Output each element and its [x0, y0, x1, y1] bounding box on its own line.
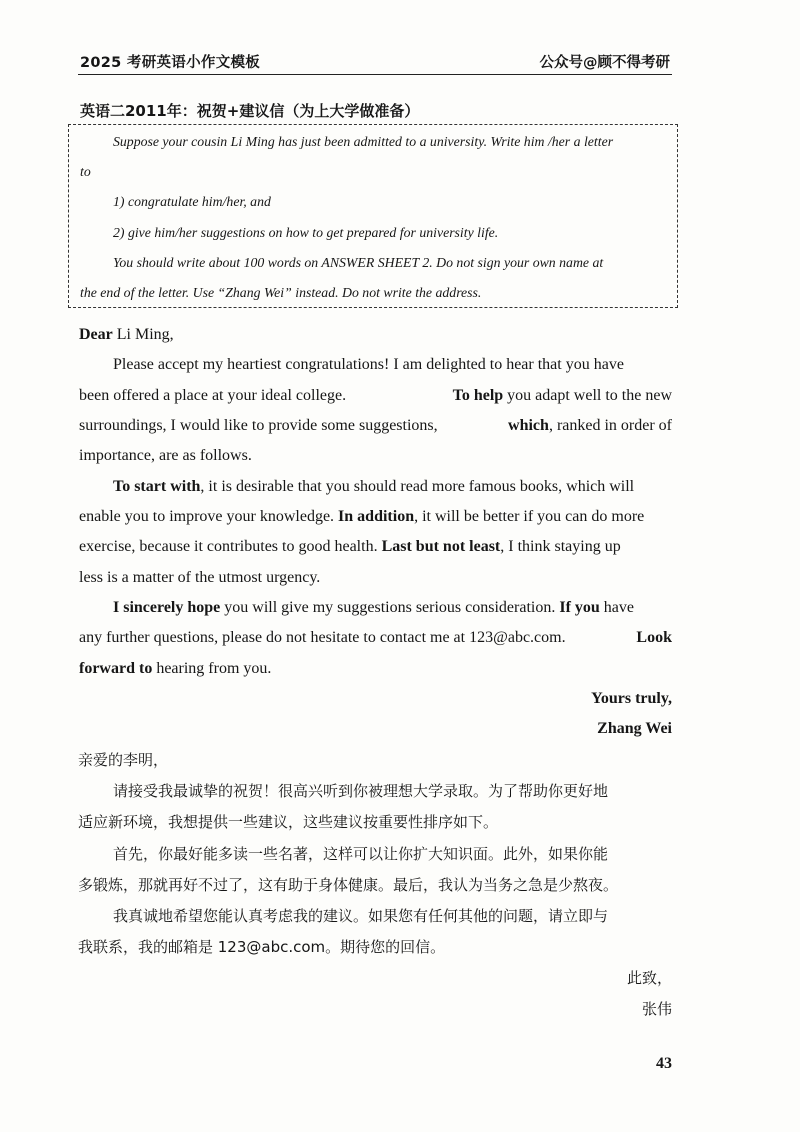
header-source: 公众号@顾不得考研 [539, 55, 670, 71]
prompt-line: the end of the letter. Use “Zhang Wei” instead. Do not write the address. [80, 285, 482, 300]
prompt-line: You should write about 100 words on ANSWER SHEET 2. Do not sign your own name at [113, 255, 604, 270]
letter-p3-line: forward to hearing from you. [79, 660, 272, 677]
section-title: 英语二2011年：祝贺+建议信（为上大学做准备） [80, 102, 420, 120]
translation-closing: 此致， [626, 969, 672, 987]
translation-line: 首先，你最好能多读一些名著，这样可以让你扩大知识面。此外，如果你能 [113, 845, 609, 863]
letter-p2-line: enable you to improve your knowledge. In addition, it will be better if you can do more [79, 508, 645, 525]
letter-p3-line: any further questions, please do not hesitate to contact me at 123@abc.com. Look [79, 629, 672, 646]
translation-line: 适应新环境，我想提供一些建议，这些建议按重要性排序如下。 [78, 813, 499, 831]
page-number: 43 [656, 1055, 672, 1072]
letter-signature: Zhang Wei [597, 720, 672, 737]
prompt-line: to [80, 164, 91, 179]
translation-signature: 张伟 [641, 1000, 672, 1018]
translation-line: 我真诚地希望您能认真考虑我的建议。如果您有任何其他的问题，请立即与 [113, 907, 609, 925]
letter-p2-line: To start with, it is desirable that you should read more famous books, which will [113, 478, 635, 495]
letter-p1-line: surroundings, I would like to provide some suggestions, which, ranked in order of [79, 417, 672, 434]
letter-p2-line: exercise, because it contributes to good health. Last but not least, I think staying up [79, 538, 621, 555]
letter-p2-line: less is a matter of the utmost urgency. [79, 569, 321, 586]
letter-p1-line: importance, are as follows. [79, 447, 252, 464]
letter-p3-line: I sincerely hope you will give my suggestions serious consideration. If you have [113, 599, 634, 616]
letter-p1-line: been offered a place at your ideal college. To help you adapt well to the new [79, 387, 672, 404]
letter-p1-line: Please accept my heartiest congratulations! I am delighted to hear that you have [113, 356, 624, 373]
letter-closing: Yours truly, [591, 690, 672, 707]
prompt-box [68, 124, 678, 308]
translation-line: 多锻炼，那就再好不过了，这有助于身体健康。最后，我认为当务之急是少熬夜。 [78, 876, 619, 894]
translation-line: 我联系，我的邮箱是 123@abc.com。期待您的回信。 [78, 938, 446, 956]
translation-line: 请接受我最诚挚的祝贺！很高兴听到你被理想大学录取。为了帮助你更好地 [113, 782, 609, 800]
translation-greeting: 亲爱的李明， [78, 751, 169, 769]
header-book-title: 2025 考研英语小作文模板 [80, 55, 261, 71]
prompt-line: Suppose your cousin Li Ming has just been admitted to a university. Write him /her a letter [113, 134, 614, 149]
letter-greeting: Dear Li Ming, [79, 326, 174, 343]
page-header [78, 48, 672, 75]
prompt-line: 1) congratulate him/her, and [113, 194, 271, 209]
prompt-line: 2) give him/her suggestions on how to get prepared for university life. [113, 225, 499, 240]
